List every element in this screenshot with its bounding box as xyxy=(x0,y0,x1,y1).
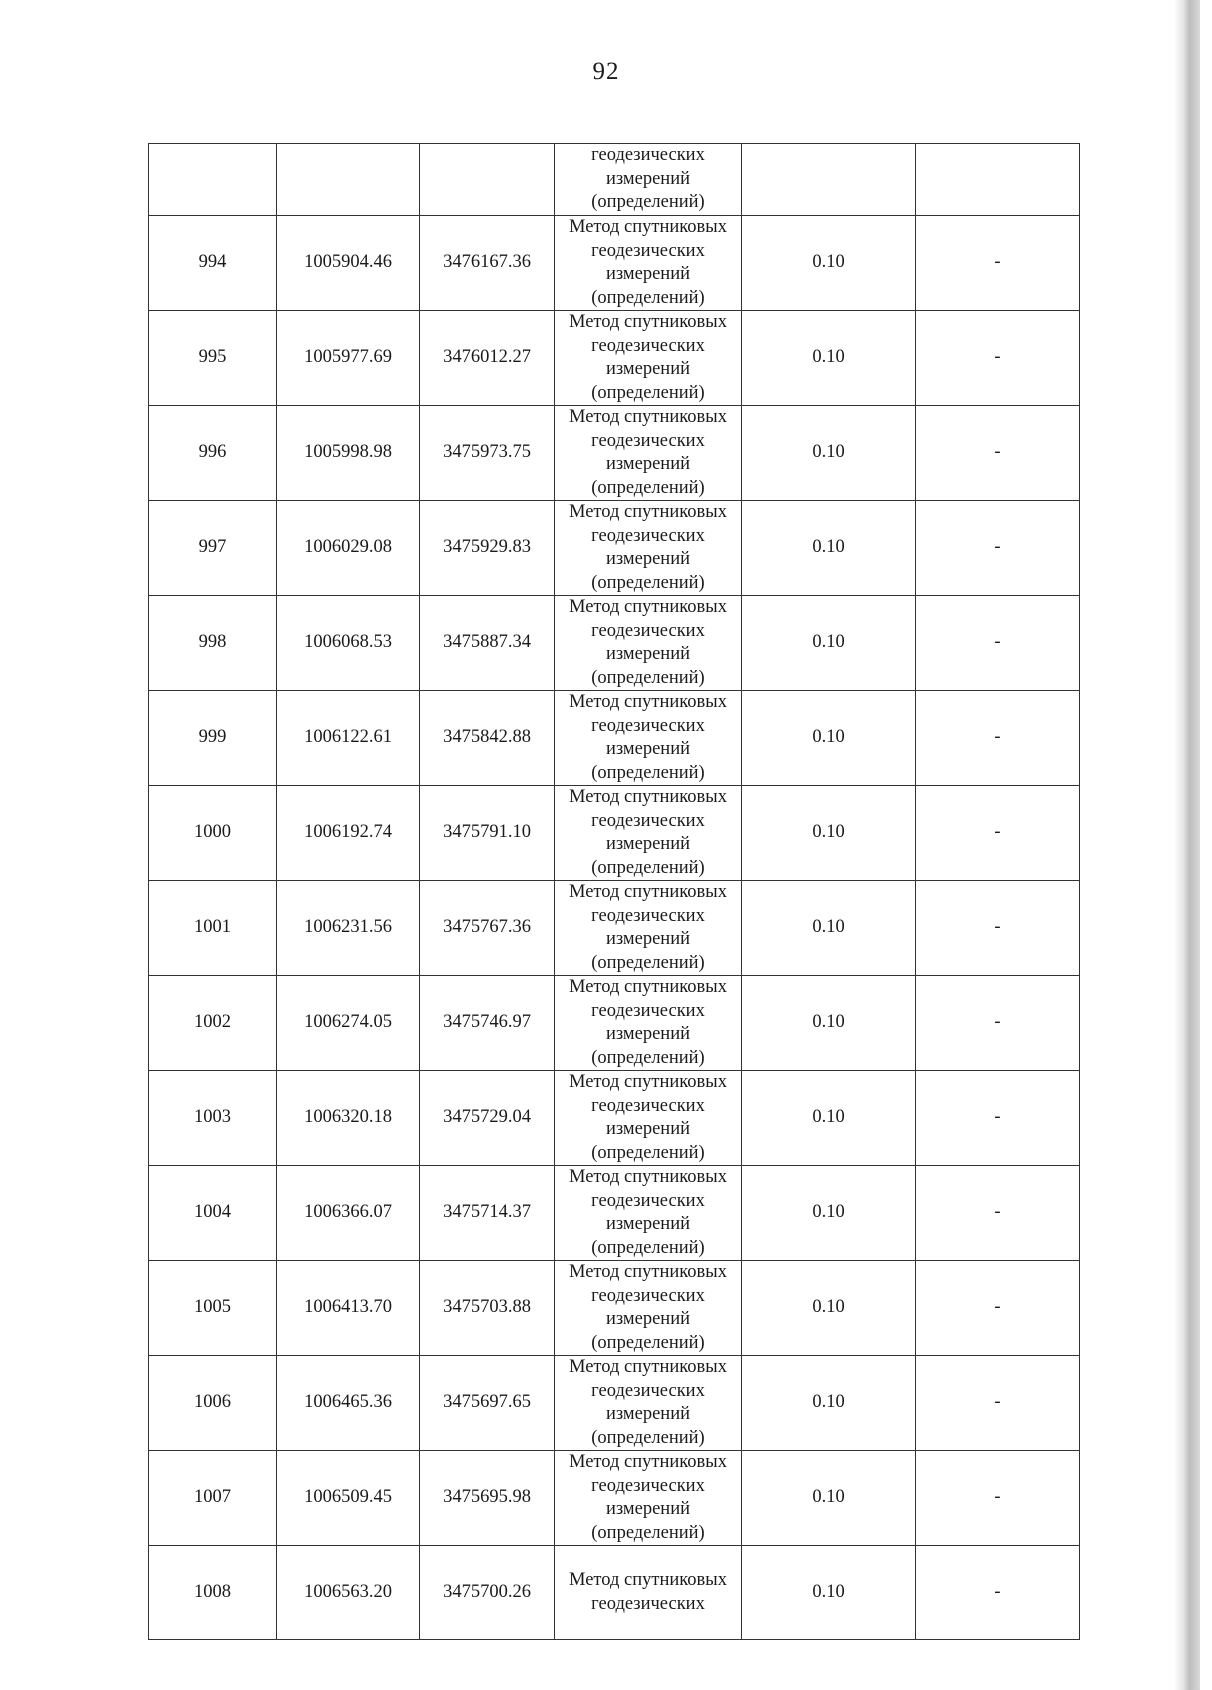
y-coordinate-cell: 3476012.27 xyxy=(420,311,555,406)
y-coordinate-cell: 3475703.88 xyxy=(420,1261,555,1356)
table-row xyxy=(149,1546,1080,1640)
method-line: геодезических xyxy=(591,335,705,356)
method-line: геодезических xyxy=(591,1190,705,1211)
method-line: Метод спутниковых xyxy=(569,312,727,332)
y-coordinate-cell: 3475767.36 xyxy=(420,881,555,976)
y-coordinate-cell: 3475700.26 xyxy=(420,1546,555,1640)
table-row xyxy=(149,881,1080,976)
x-coordinate-cell: 1006068.53 xyxy=(277,596,420,691)
method-line: измерений xyxy=(605,1499,691,1519)
accuracy-cell: 0.10 xyxy=(742,786,916,881)
method-cell xyxy=(555,1071,742,1166)
table-row xyxy=(149,1261,1080,1356)
method-line: Метод спутниковых xyxy=(569,692,727,712)
method-line: (определений) xyxy=(591,382,705,403)
y-cell-empty xyxy=(420,144,555,216)
method-line: геодезических xyxy=(591,240,705,261)
accuracy-cell: 0.10 xyxy=(742,881,916,976)
method-line: измерений xyxy=(605,834,691,854)
y-coordinate-cell: 3475697.65 xyxy=(420,1356,555,1451)
method-line: геодезических xyxy=(591,1475,705,1496)
method-line: Метод спутниковых xyxy=(569,407,727,427)
accuracy-cell: 0.10 xyxy=(742,406,916,501)
note-cell: - xyxy=(916,311,1080,406)
note-cell: - xyxy=(916,596,1080,691)
point-number-cell: 998 xyxy=(149,596,277,691)
y-coordinate-cell: 3475929.83 xyxy=(420,501,555,596)
method-cell xyxy=(555,1356,742,1451)
coordinates-table xyxy=(148,143,1080,1640)
method-line: (определений) xyxy=(591,572,705,593)
point-number-cell: 1005 xyxy=(149,1261,277,1356)
table-row xyxy=(149,1071,1080,1166)
method-line: измерений xyxy=(605,1214,691,1234)
accuracy-cell: 0.10 xyxy=(742,1356,916,1451)
x-coordinate-cell: 1006231.56 xyxy=(277,881,420,976)
note-cell-empty xyxy=(916,144,1080,216)
accuracy-cell: 0.10 xyxy=(742,691,916,786)
method-cell xyxy=(555,691,742,786)
x-coordinate-cell: 1006192.74 xyxy=(277,786,420,881)
method-line: (определений) xyxy=(591,477,705,498)
method-line: Метод спутниковых xyxy=(569,1262,727,1282)
note-cell: - xyxy=(916,976,1080,1071)
method-line: измерений xyxy=(605,644,691,664)
x-coordinate-cell: 1006274.05 xyxy=(277,976,420,1071)
x-coordinate-cell: 1006366.07 xyxy=(277,1166,420,1261)
note-cell: - xyxy=(916,501,1080,596)
note-cell: - xyxy=(916,881,1080,976)
method-line: Метод спутниковых xyxy=(569,787,727,807)
note-cell: - xyxy=(916,1546,1080,1640)
x-coordinate-cell: 1005998.98 xyxy=(277,406,420,501)
method-line: Метод спутниковых xyxy=(569,1570,727,1590)
y-coordinate-cell: 3476167.36 xyxy=(420,216,555,311)
note-cell: - xyxy=(916,1071,1080,1166)
note-cell: - xyxy=(916,216,1080,311)
point-number-cell: 1004 xyxy=(149,1166,277,1261)
method-line: измерений xyxy=(605,549,691,569)
accuracy-cell: 0.10 xyxy=(742,596,916,691)
method-line: Метод спутниковых xyxy=(569,882,727,902)
point-number-cell: 1007 xyxy=(149,1451,277,1546)
method-line: (определений) xyxy=(591,1142,705,1163)
method-line: геодезических xyxy=(591,810,705,831)
accuracy-cell: 0.10 xyxy=(742,1261,916,1356)
method-line: измерений xyxy=(605,168,691,189)
table-row xyxy=(149,501,1080,596)
note-cell: - xyxy=(916,691,1080,786)
method-cell xyxy=(555,1451,742,1546)
point-number-cell: 995 xyxy=(149,311,277,406)
point-number-cell: 997 xyxy=(149,501,277,596)
table-row xyxy=(149,691,1080,786)
point-number-cell: 1003 xyxy=(149,1071,277,1166)
x-coordinate-cell: 1006465.36 xyxy=(277,1356,420,1451)
method-line: геодезических xyxy=(591,1095,705,1116)
method-line: Метод спутниковых xyxy=(569,977,727,997)
table-row xyxy=(149,1356,1080,1451)
accuracy-cell: 0.10 xyxy=(742,976,916,1071)
y-coordinate-cell: 3475973.75 xyxy=(420,406,555,501)
method-line: измерений xyxy=(605,1309,691,1329)
method-line: измерений xyxy=(605,359,691,379)
method-line: измерений xyxy=(605,739,691,759)
method-cell xyxy=(555,596,742,691)
y-coordinate-cell: 3475746.97 xyxy=(420,976,555,1071)
accuracy-cell: 0.10 xyxy=(742,216,916,311)
method-line: Метод спутниковых xyxy=(569,1167,727,1187)
method-line: измерений xyxy=(605,1119,691,1139)
method-cell xyxy=(555,786,742,881)
table-row xyxy=(149,216,1080,311)
table-row xyxy=(149,786,1080,881)
accuracy-cell: 0.10 xyxy=(742,311,916,406)
method-line: Метод спутниковых xyxy=(569,1357,727,1377)
note-cell: - xyxy=(916,1356,1080,1451)
x-coordinate-cell: 1006122.61 xyxy=(277,691,420,786)
method-cell xyxy=(555,1261,742,1356)
method-cell xyxy=(555,1546,742,1640)
method-line: (определений) xyxy=(591,1047,705,1068)
y-coordinate-cell: 3475842.88 xyxy=(420,691,555,786)
accuracy-cell: 0.10 xyxy=(742,1451,916,1546)
method-line: (определений) xyxy=(591,287,705,308)
method-line: Метод спутниковых xyxy=(569,1452,727,1472)
x-coordinate-cell: 1006563.20 xyxy=(277,1546,420,1640)
note-cell: - xyxy=(916,1451,1080,1546)
point-number-cell: 1001 xyxy=(149,881,277,976)
table-row xyxy=(149,1451,1080,1546)
point-number-cell: 999 xyxy=(149,691,277,786)
y-coordinate-cell: 3475729.04 xyxy=(420,1071,555,1166)
method-line: Метод спутниковых xyxy=(569,502,727,522)
x-coordinate-cell: 1006509.45 xyxy=(277,1451,420,1546)
method-line: геодезических xyxy=(591,430,705,451)
method-cell xyxy=(555,976,742,1071)
method-line: измерений xyxy=(605,929,691,949)
x-coordinate-cell: 1005904.46 xyxy=(277,216,420,311)
method-line: измерений xyxy=(605,264,691,284)
method-cell xyxy=(555,406,742,501)
method-line: Метод спутниковых xyxy=(569,597,727,617)
point-number-cell: 1000 xyxy=(149,786,277,881)
note-cell: - xyxy=(916,1261,1080,1356)
method-cell xyxy=(555,881,742,976)
method-line: (определений) xyxy=(591,1522,705,1543)
scan-edge-shadow xyxy=(1174,0,1200,1690)
y-coordinate-cell: 3475714.37 xyxy=(420,1166,555,1261)
table-row-continued xyxy=(149,144,1080,216)
note-cell: - xyxy=(916,406,1080,501)
table-row xyxy=(149,311,1080,406)
table-row xyxy=(149,1166,1080,1261)
x-coordinate-cell: 1006320.18 xyxy=(277,1071,420,1166)
method-line: геодезических xyxy=(591,620,705,641)
accuracy-cell: 0.10 xyxy=(742,1546,916,1640)
method-line: Метод спутниковых xyxy=(569,1072,727,1092)
method-line: измерений xyxy=(605,1404,691,1424)
accuracy-cell: 0.10 xyxy=(742,501,916,596)
method-cell xyxy=(555,216,742,311)
x-coordinate-cell: 1006413.70 xyxy=(277,1261,420,1356)
method-line: геодезических xyxy=(591,525,705,546)
method-line: геодезических xyxy=(591,145,705,166)
accuracy-cell: 0.10 xyxy=(742,1166,916,1261)
method-line: геодезических xyxy=(591,715,705,736)
method-line: (определений) xyxy=(591,192,705,213)
method-line: измерений xyxy=(605,454,691,474)
table-row xyxy=(149,596,1080,691)
method-cell xyxy=(555,144,742,216)
page-number: 92 xyxy=(592,58,620,85)
coordinates-table-body xyxy=(149,144,1080,1640)
method-line: (определений) xyxy=(591,857,705,878)
x-coordinate-cell: 1005977.69 xyxy=(277,311,420,406)
method-line: геодезических xyxy=(591,905,705,926)
x-coordinate-cell: 1006029.08 xyxy=(277,501,420,596)
method-line: (определений) xyxy=(591,762,705,783)
method-cell xyxy=(555,311,742,406)
y-coordinate-cell: 3475791.10 xyxy=(420,786,555,881)
method-line: геодезических xyxy=(591,1593,705,1614)
method-line: (определений) xyxy=(591,952,705,973)
point-number-cell: 1008 xyxy=(149,1546,277,1640)
method-line: (определений) xyxy=(591,1332,705,1353)
method-line: (определений) xyxy=(591,1237,705,1258)
method-line: измерений xyxy=(605,1024,691,1044)
point-number-cell: 996 xyxy=(149,406,277,501)
table-row xyxy=(149,976,1080,1071)
method-cell xyxy=(555,501,742,596)
point-number-cell: 994 xyxy=(149,216,277,311)
method-line: (определений) xyxy=(591,1427,705,1448)
method-cell xyxy=(555,1166,742,1261)
point-number-cell: 1006 xyxy=(149,1356,277,1451)
accuracy-cell-empty xyxy=(742,144,916,216)
method-line: Метод спутниковых xyxy=(569,217,727,237)
point-cell-empty xyxy=(149,144,277,216)
method-line: геодезических xyxy=(591,1285,705,1306)
note-cell: - xyxy=(916,1166,1080,1261)
method-line: геодезических xyxy=(591,1000,705,1021)
accuracy-cell: 0.10 xyxy=(742,1071,916,1166)
coordinates-table-container xyxy=(148,143,1079,1614)
method-line: (определений) xyxy=(591,667,705,688)
y-coordinate-cell: 3475695.98 xyxy=(420,1451,555,1546)
point-number-cell: 1002 xyxy=(149,976,277,1071)
table-row xyxy=(149,406,1080,501)
note-cell: - xyxy=(916,786,1080,881)
x-cell-empty xyxy=(277,144,420,216)
y-coordinate-cell: 3475887.34 xyxy=(420,596,555,691)
method-line: геодезических xyxy=(591,1380,705,1401)
